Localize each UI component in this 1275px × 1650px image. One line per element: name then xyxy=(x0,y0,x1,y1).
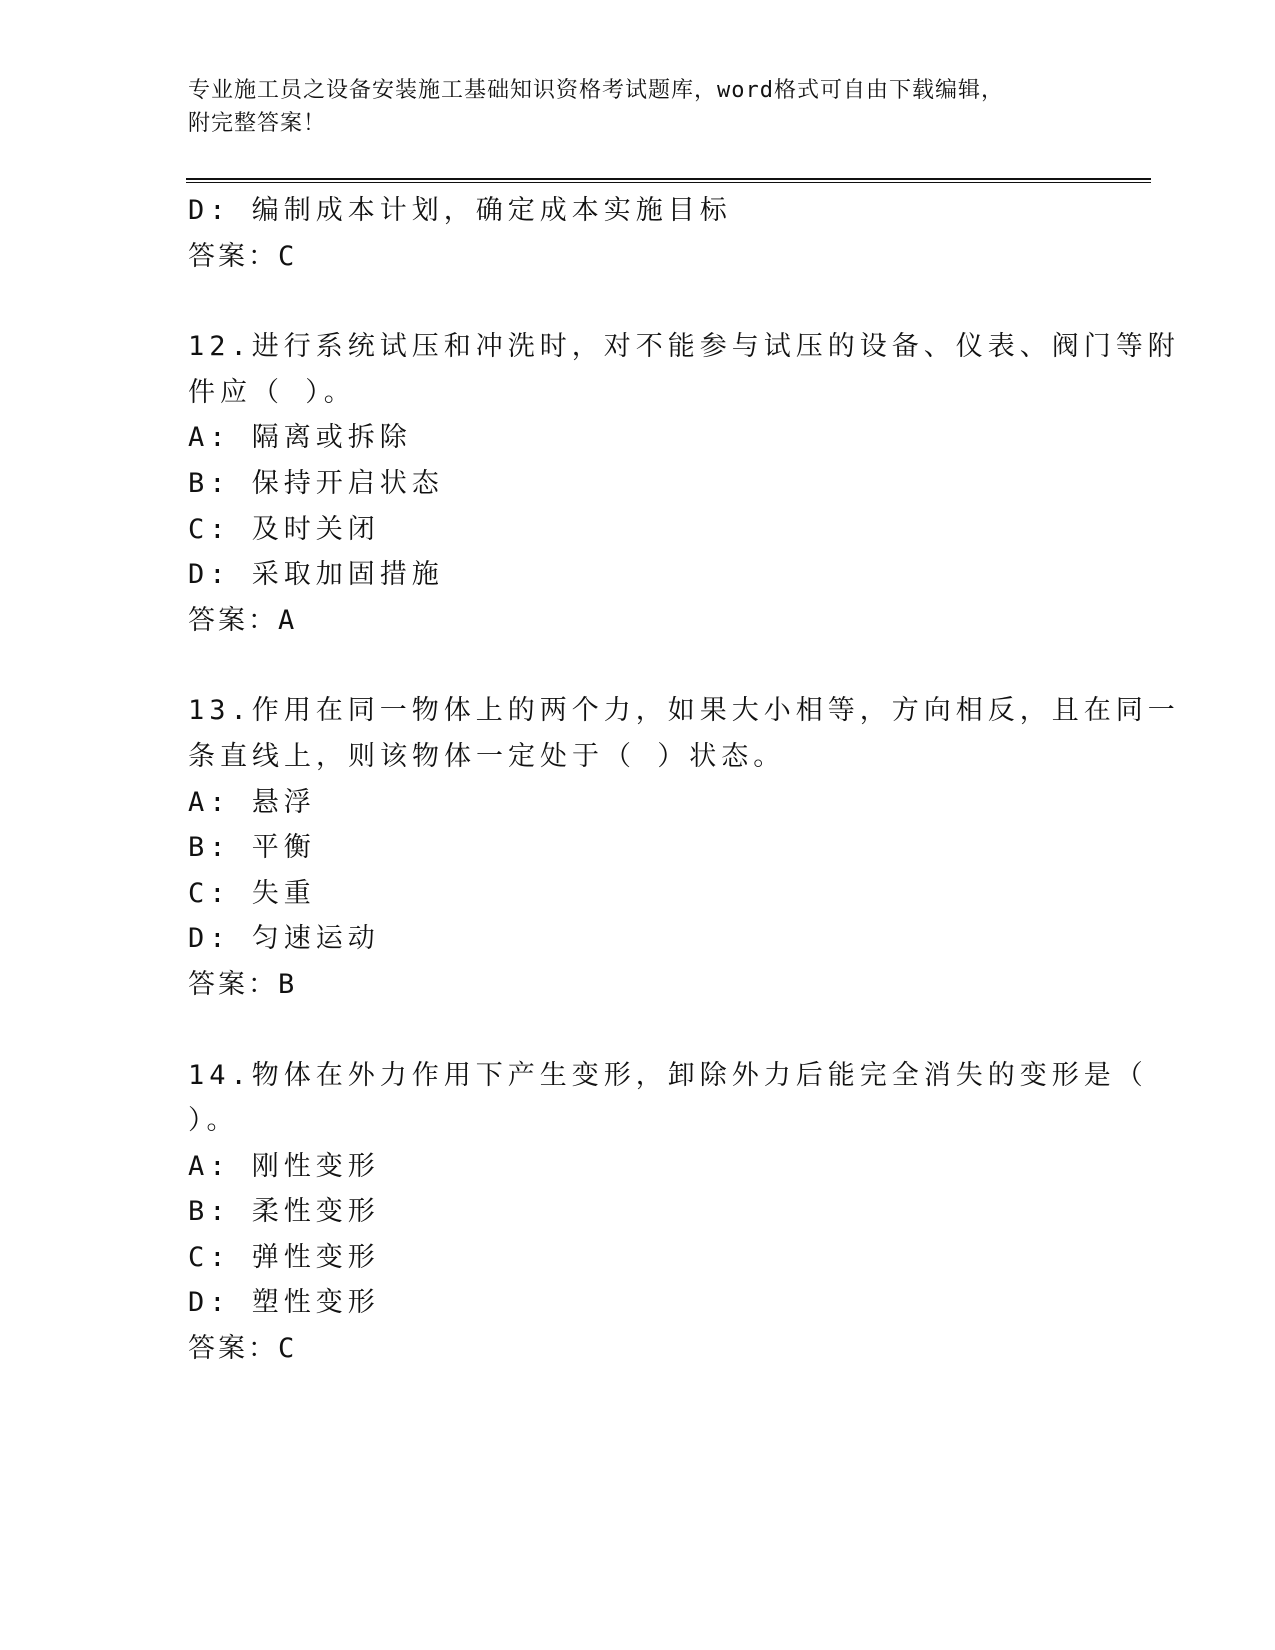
question-content xyxy=(188,188,1180,1372)
question-13 xyxy=(188,688,1180,1007)
question-stem-line-1: 14.物体在外力作用下产生变形，卸除外力后能完全消失的变形是（ xyxy=(188,1059,1148,1091)
carryover-answer: 答案：C xyxy=(188,240,298,272)
carryover-option-d: D: 编制成本计划，确定成本实施目标 xyxy=(188,195,732,226)
question-spacer xyxy=(188,279,1088,324)
question-12 xyxy=(188,324,1180,643)
option-a: A: 隔离或拆除 xyxy=(188,422,412,454)
answer-line: 答案：A xyxy=(188,604,298,636)
option-b: B: 柔性变形 xyxy=(188,1196,380,1228)
option-c: C: 失重 xyxy=(188,877,316,909)
option-c: C: 及时关闭 xyxy=(188,513,380,545)
option-a: A: 刚性变形 xyxy=(188,1150,380,1182)
header-title-line-2: 附完整答案！ xyxy=(188,111,327,136)
option-b: B: 保持开启状态 xyxy=(188,467,444,499)
header-divider xyxy=(186,178,1151,183)
question-14 xyxy=(188,1053,1148,1372)
option-d: D: 匀速运动 xyxy=(188,923,380,955)
question-stem-line-1: 13.作用在同一物体上的两个力，如果大小相等，方向相反，且在同一 xyxy=(188,695,1180,727)
answer-line: 答案：B xyxy=(188,968,298,1000)
option-a: A: 悬浮 xyxy=(188,786,316,818)
question-stem-line-2: ）。 xyxy=(188,1105,239,1137)
document-header xyxy=(188,74,1088,140)
question-stem-line-2: 件应（ ）。 xyxy=(188,376,356,408)
question-stem-line-2: 条直线上，则该物体一定处于（ ）状态。 xyxy=(188,740,786,772)
option-d: D: 塑性变形 xyxy=(188,1287,380,1319)
answer-line: 答案：C xyxy=(188,1333,298,1365)
question-spacer xyxy=(188,643,1088,688)
question-stem-line-1: 12.进行系统试压和冲洗时，对不能参与试压的设备、仪表、阀门等附 xyxy=(188,331,1180,363)
header-title-line-1: 专业施工员之设备安装施工基础知识资格考试题库，word格式可自由下载编辑， xyxy=(188,78,1004,103)
option-c: C: 弹性变形 xyxy=(188,1241,380,1273)
option-b: B: 平衡 xyxy=(188,832,316,864)
option-d: D: 采取加固措施 xyxy=(188,559,444,591)
question-spacer xyxy=(188,1008,1088,1053)
